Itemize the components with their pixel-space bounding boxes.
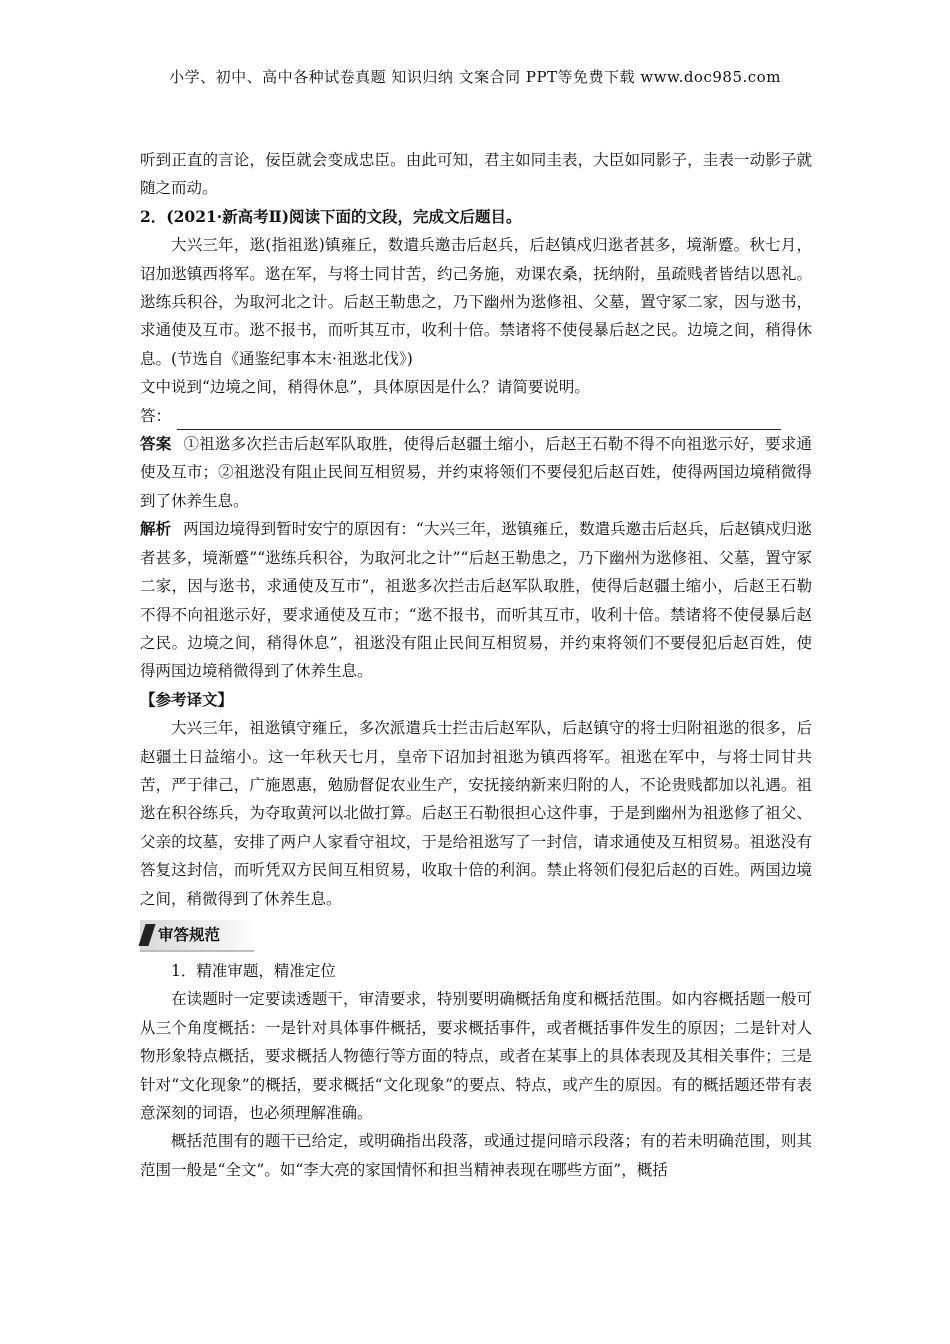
- point-1-title: 1．精准审题，精准定位: [171, 961, 336, 980]
- answer-underline: [177, 411, 781, 430]
- section-title: 审答规范: [158, 925, 221, 944]
- translation-label: 【参考译文】: [140, 689, 234, 709]
- question-text: 文中说到“边境之间，稍得休息”，具体原因是什么？请简要说明。: [140, 378, 590, 397]
- document-body: [140, 146, 812, 1184]
- answer-blank: [140, 402, 812, 430]
- section-heading: [140, 923, 812, 949]
- point-2-paragraph: 概括范围有的题干已给定，或明确指出段落，或通过提问暗示段落；有的若未明确范围，则其范围一般是“全文”。如“李大亮的家国情怀和担当精神表现在哪些方面”，概括: [140, 1132, 812, 1179]
- page-header: 小学、初中、高中各种试卷真题 知识归纳 文案合同 PPT等免费下载 www.doc985.com: [169, 68, 781, 86]
- continuation-paragraph: 听到正直的言论，佞臣就会变成忠臣。由此可知，君主如同圭表，大臣如同影子，圭表一动影子就随之而动。: [140, 151, 812, 198]
- analysis-label: 解析: [140, 519, 172, 539]
- section-badge: [140, 920, 254, 952]
- classical-passage: 大兴三年，逖(指祖逖)镇雍丘，数遣兵邀击后赵兵，后赵镇戍归逖者甚多，境渐蹙。秋七月，诏加逖镇西将军。逖在军，与将士同甘苦，约己务施，劝课农桑，抚纳附，虽疏贱者皆结以恩礼。逖练兵积谷，为取河北之计。后赵王勒患之，乃下幽州为逖修祖、父墓，置守冢二家，因与逖书，求通使及互市。逖不报书，而听其互市，收利十倍。禁诸将不使侵暴后赵之民。边境之间，稍得休息。(节选自《通鉴纪事本末·祖逖北伐》): [140, 236, 812, 368]
- answer-paragraph: [140, 430, 812, 515]
- answer-prompt: 答：: [140, 406, 172, 425]
- answer-label: 答案: [140, 434, 172, 454]
- answer-text: ①祖逖多次拦击后赵军队取胜，使得后赵疆土缩小，后赵王石勒不得不向祖逖示好，要求通使及互市；②祖逖没有阻止民间互相贸易，并约束将领们不要侵犯后赵百姓，使得两国边境稍微得到了休养生息。: [140, 435, 812, 510]
- analysis-text: 两国边境得到暂时安宁的原因有：“大兴三年，逖镇雍丘，数遣兵邀击后赵兵，后赵镇戍归逖者甚多，境渐蹙”“逖练兵积谷，为取河北之计”“后赵王勒患之，乃下幽州为逖修祖、父墓，置守冢二家，因与逖书，求通使及互市”，祖逖多次拦击后赵军队取胜，使得后赵疆土缩小，后赵王石勒不得不向祖逖示好，要求通使及互市；“逖不报书，而听其互市，收利十倍。禁诸将不使侵暴后赵之民。边境之间，稍得休息”，祖逖没有阻止民间互相贸易，并约束将领们不要侵犯后赵百姓，使得两国边境稍微得到了休养生息。: [140, 520, 812, 681]
- point-1-paragraph: 在读题时一定要读透题干，审清要求，特别要明确概括角度和概括范围。如内容概括题一般可从三个角度概括：一是针对具体事件概括，要求概括事件，或者概括事件发生的原因；二是针对人物形象特点概括，要求概括人物德行等方面的特点，或者在某事上的具体表现及其相关事件；三是针对“文化现象”的概括，要求概括“文化现象”的要点、特点，或产生的原因。有的概括题还带有表意深刻的词语，也必须理解准确。: [140, 990, 812, 1122]
- question-title: 2．(2021·新高考Ⅱ)阅读下面的文段，完成文后题目。: [140, 206, 522, 226]
- analysis-paragraph: [140, 515, 812, 685]
- section-slash-icon: [138, 924, 155, 946]
- translation-text: 大兴三年，祖逖镇守雍丘，多次派遣兵士拦击后赵军队，后赵镇守的将士归附祖逖的很多，后赵疆土日益缩小。这一年秋天七月，皇帝下诏加封祖逖为镇西将军。祖逖在军中，与将士同甘共苦，严于律己，广施恩惠，勉励督促农业生产，安抚接纳新来归附的人，不论贵贱都加以礼遇。祖逖在积谷练兵，为夺取黄河以北做打算。后赵王石勒很担心这件事，于是到幽州为祖逖修了祖父、父亲的坟墓，安排了两户人家看守祖坟，于是给祖逖写了一封信，请求通使及互相贸易。祖逖没有答复这封信，而听凭双方民间互相贸易，收取十倍的利润。禁止将领们侵犯后赵的百姓。两国边境之间，稍微得到了休养生息。: [140, 719, 812, 908]
